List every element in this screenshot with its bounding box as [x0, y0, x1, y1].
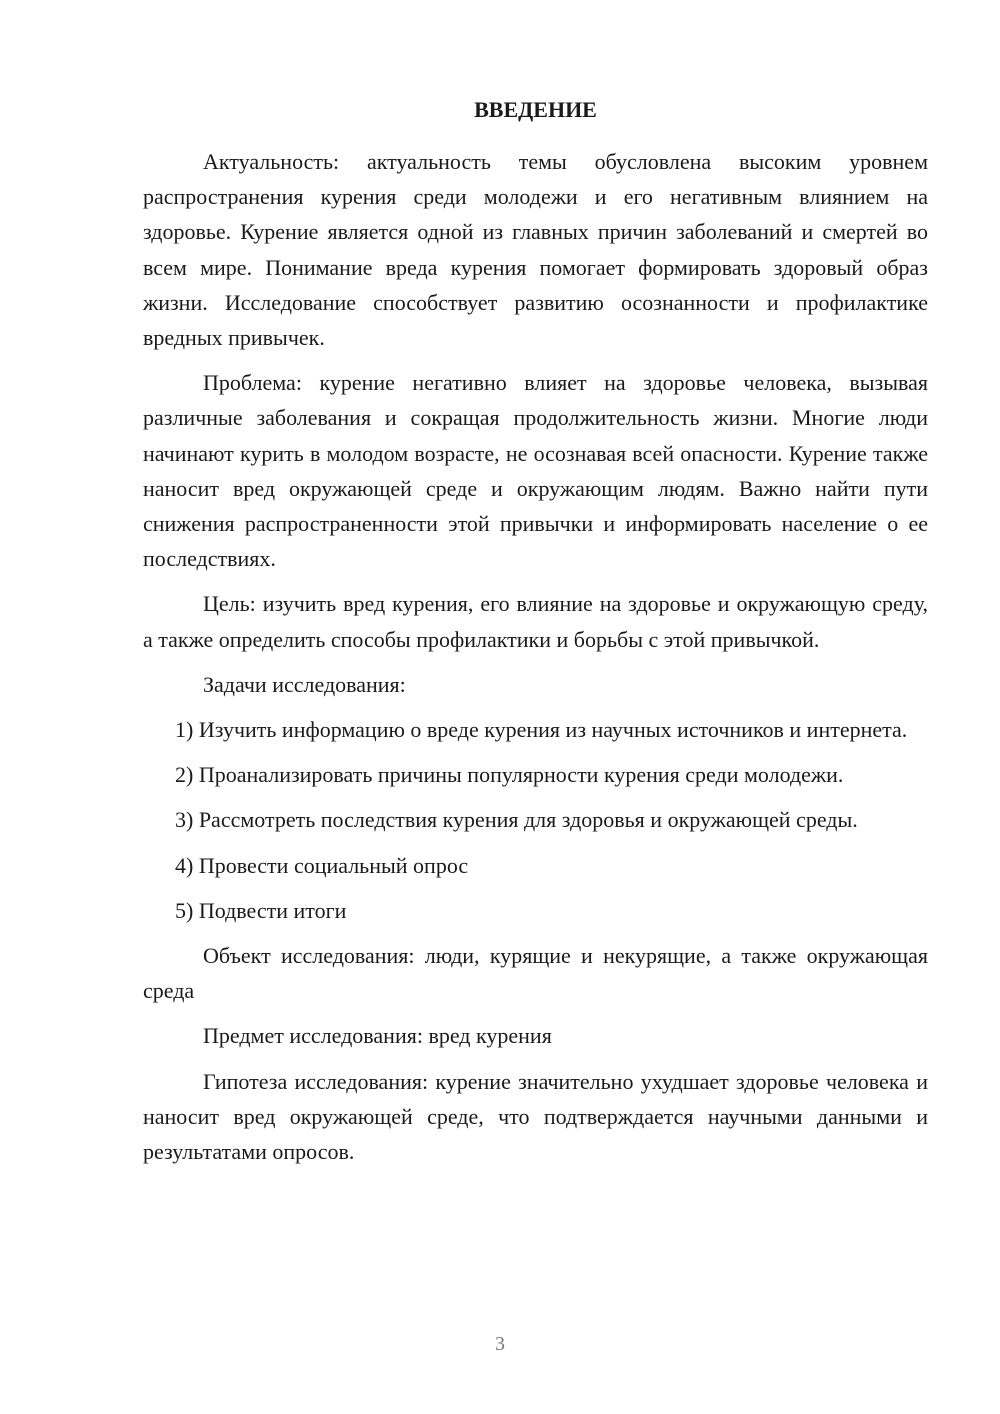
document-page: [143, 92, 928, 1179]
subject-paragraph: Предмет исследования: вред курения: [203, 1023, 552, 1049]
page-title: ВВЕДЕНИЕ: [474, 97, 597, 122]
task-item-2: 2) Проанализировать причины популярности курения среди молодежи.: [175, 762, 844, 788]
task-item-4: 4) Провести социальный опрос: [175, 852, 469, 878]
relevance-paragraph: Актуальность: актуальность темы обусловлена высоким уровнем распространения курения среди молодежи и его негативным влиянием на здоровье. Курение является одной из главных причин заболеваний и смертей во всем мире. Понимание вреда курения помогает формировать здоровый образ жизни. Исследование способствует развитию осознанности и профилактике вредных привычек.: [143, 149, 928, 351]
tasks-list: [143, 712, 928, 928]
task-item-3: 3) Рассмотреть последствия курения для здоровья и окружающей среды.: [175, 807, 858, 833]
page-number: 3: [495, 1333, 505, 1355]
task-item-5: 5) Подвести итоги: [175, 897, 347, 923]
hypothesis-paragraph: Гипотеза исследования: курение значительно ухудшает здоровье человека и наносит вред окружающей среде, что подтверждается научными данными и результатами опросов.: [143, 1068, 928, 1165]
task-item-1: 1) Изучить информацию о вреде курения из научных источников и интернета.: [175, 717, 908, 743]
tasks-heading: Задачи исследования:: [203, 671, 406, 697]
goal-paragraph: Цель: изучить вред курения, его влияние на здоровье и окружающую среду, а также определить способы профилактики и борьбы с этой привычкой.: [143, 591, 928, 652]
object-paragraph: Объект исследования: люди, курящие и некурящие, а также окружающая среда: [143, 943, 928, 1004]
problem-paragraph: Проблема: курение негативно влияет на здоровье человека, вызывая различные заболевания и сокращая продолжительность жизни. Многие люди начинают курить в молодом возрасте, не осознавая всей опасности. Курение также наносит вред окружающей среде и окружающим людям. Важно найти пути снижения распространенности этой привычки и информировать население о ее последствиях.: [143, 370, 928, 572]
